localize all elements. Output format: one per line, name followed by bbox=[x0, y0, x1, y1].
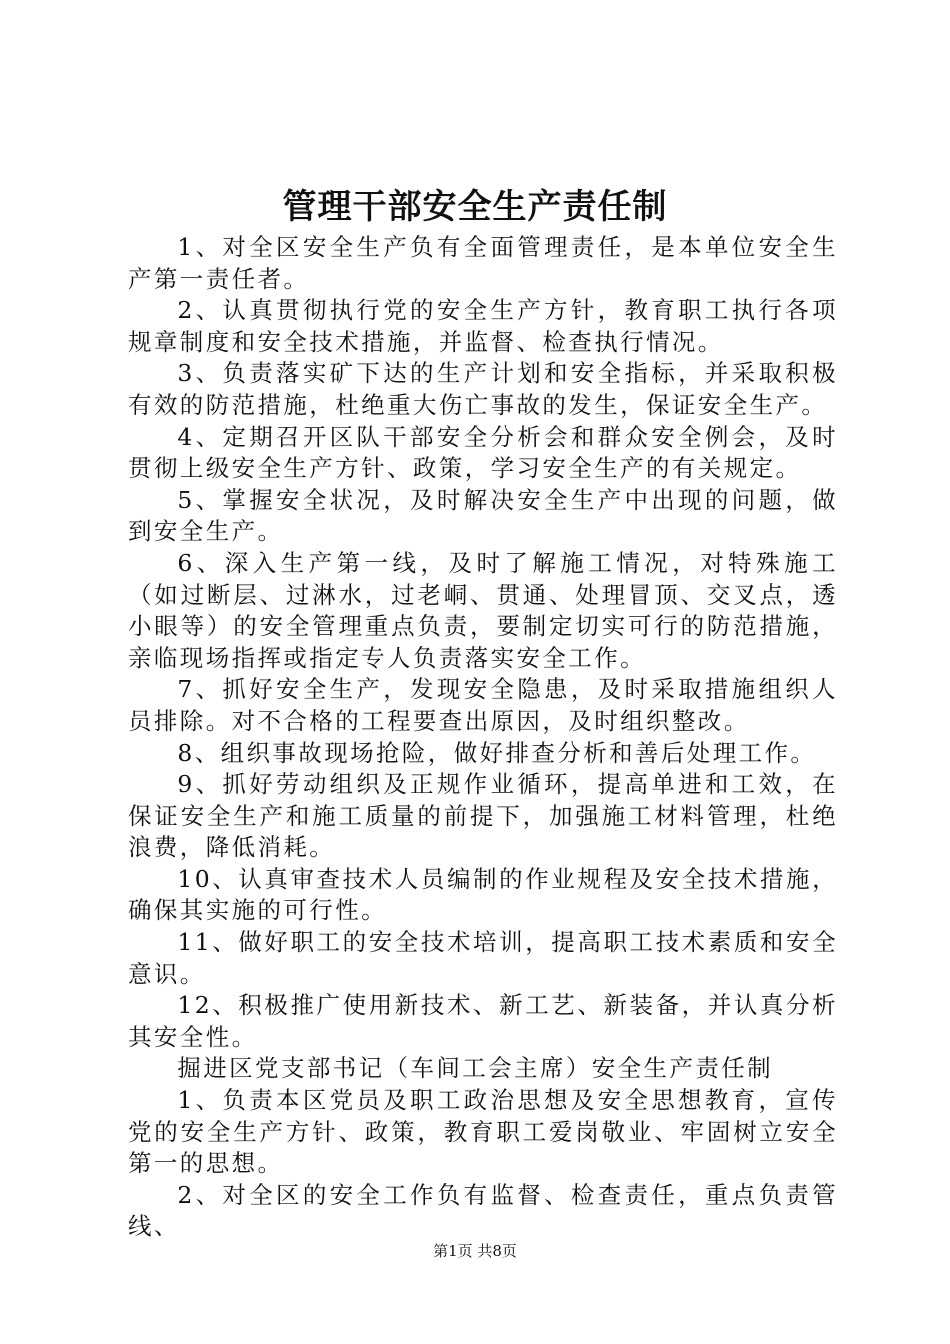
document-body bbox=[128, 232, 838, 1243]
page-footer: 第1页 共8页 bbox=[433, 1242, 517, 1260]
paragraph-5: 5、掌握安全状况，及时解决安全生产中出现的问题，做到安全生产。 bbox=[128, 485, 838, 546]
paragraph-12: 12、积极推广使用新技术、新工艺、新装备，并认真分析其安全性。 bbox=[128, 991, 838, 1051]
paragraph-3: 3、负责落实矿下达的生产计划和安全指标，并采取积极有效的防范措施，杜绝重大伤亡事故的发生，保证安全生产。 bbox=[128, 359, 838, 419]
section-heading: 掘进区党支部书记（车间工会主席）安全生产责任制 bbox=[177, 1054, 774, 1083]
paragraph-1: 1、对全区安全生产负有全面管理责任，是本单位安全生产第一责任者。 bbox=[128, 233, 838, 293]
paragraph-2: 2、认真贯彻执行党的安全生产方针，教育职工执行各项规章制度和安全技术措施，并监督、检查执行情况。 bbox=[128, 296, 838, 356]
paragraph-4: 4、定期召开区队干部安全分析会和群众安全例会，及时贯彻上级安全生产方针、政策，学习安全生产的有关规定。 bbox=[128, 422, 838, 483]
paragraph-13: 1、负责本区党员及职工政治思想及安全思想教育，宣传党的安全生产方针、政策，教育职工爱岗敬业、牢固树立安全第一的思想。 bbox=[128, 1086, 838, 1178]
document-title: 管理干部安全生产责任制 bbox=[282, 187, 668, 227]
paragraph-10: 10、认真审查技术人员编制的作业规程及安全技术措施，确保其实施的可行性。 bbox=[128, 864, 838, 925]
paragraph-7: 7、抓好安全生产，发现安全隐患，及时采取措施组织人员排除。对不合格的工程要查出原因，及时组织整改。 bbox=[128, 675, 838, 735]
paragraph-8: 8、组织事故现场抢险，做好排查分析和善后处理工作。 bbox=[177, 738, 817, 767]
paragraph-14: 2、对全区的安全工作负有监督、检查责任，重点负责管线、 bbox=[128, 1180, 838, 1241]
paragraph-6: 6、深入生产第一线，及时了解施工情况，对特殊施工（如过断层、过淋水，过老峒、贯通、处理冒顶、交叉点，透小眼等）的安全管理重点负责，要制定切实可行的防范措施，亲临现场指挥或指定专人负责落实安全工作。 bbox=[128, 548, 838, 672]
paragraph-11: 11、做好职工的安全技术培训，提高职工技术素质和安全意识。 bbox=[128, 928, 838, 988]
paragraph-9: 9、抓好劳动组织及正规作业循环，提高单进和工效，在保证安全生产和施工质量的前提下，加强施工材料管理，杜绝浪费，降低消耗。 bbox=[128, 770, 838, 862]
